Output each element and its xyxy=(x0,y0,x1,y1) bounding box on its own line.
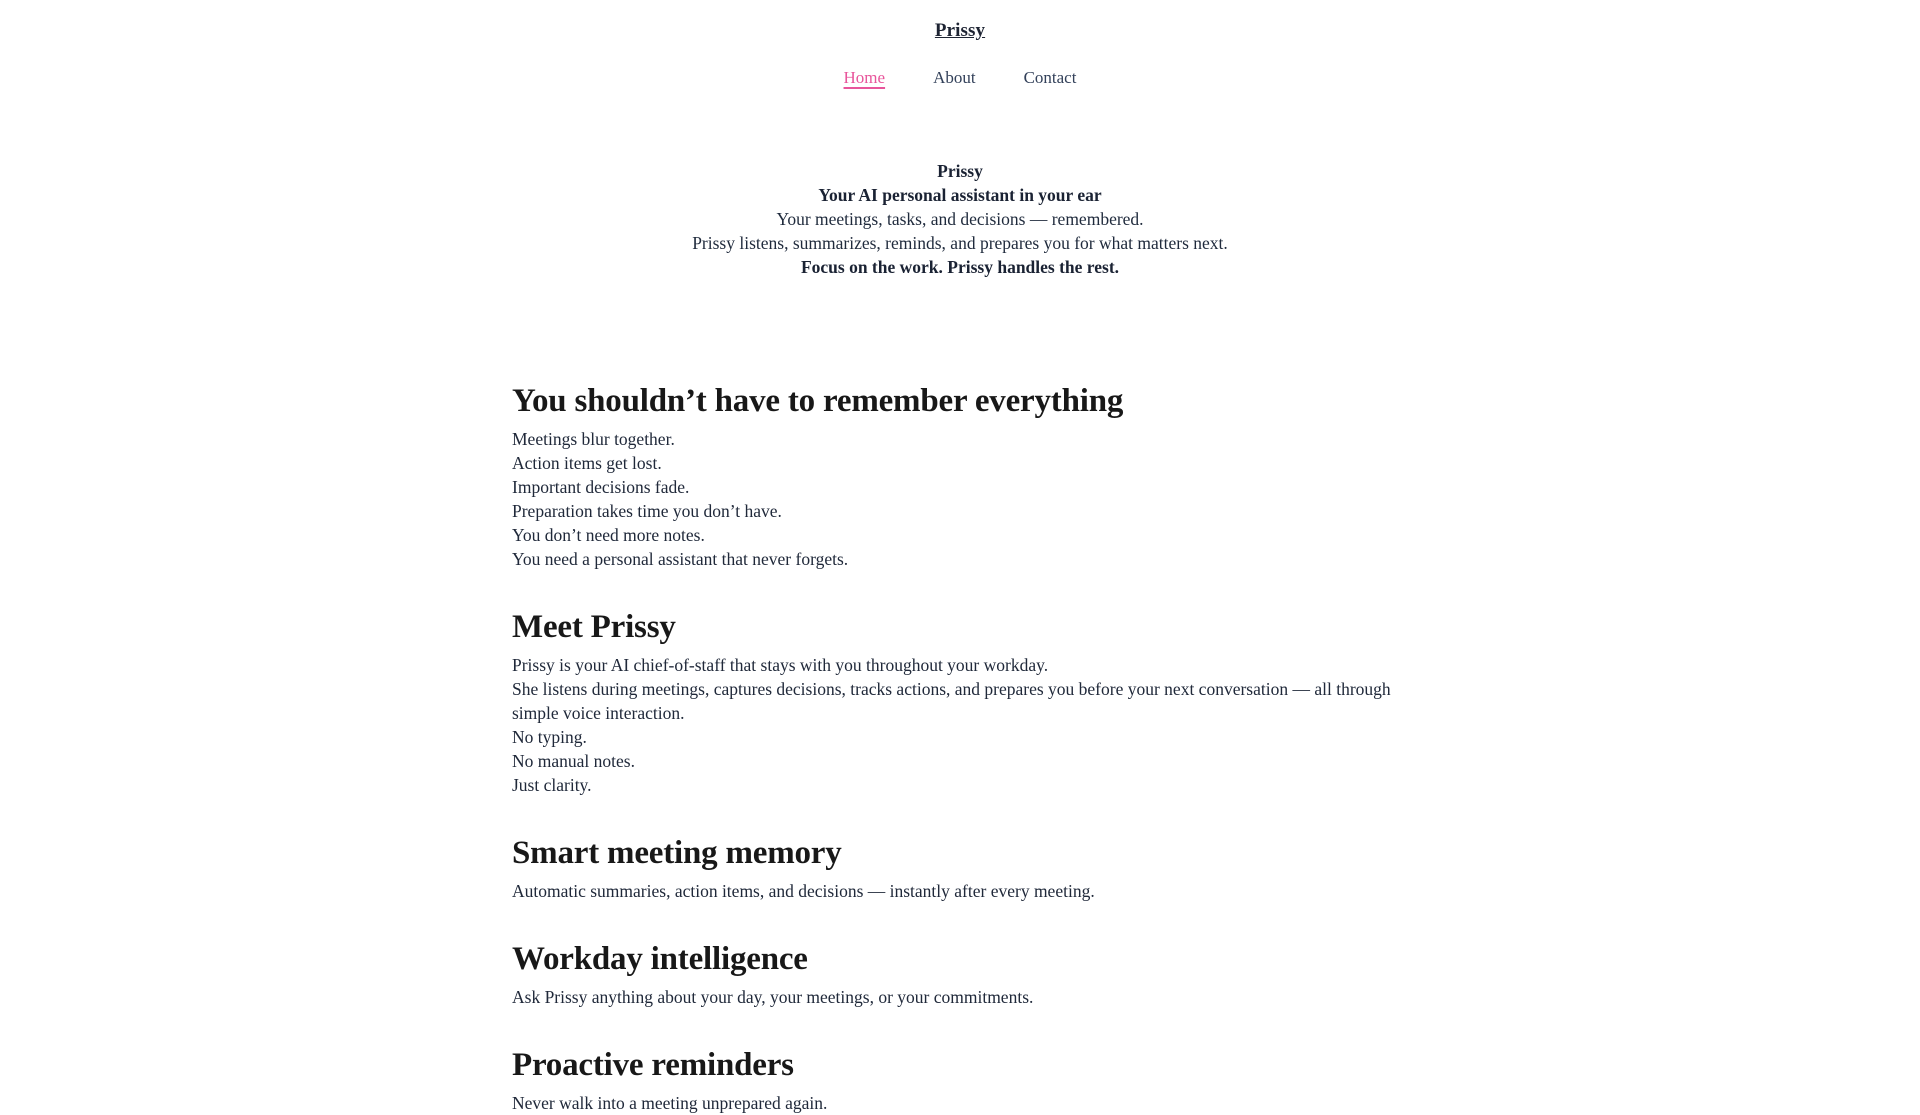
section-heading: Smart meeting memory xyxy=(512,834,842,871)
section-body xyxy=(512,427,1405,571)
section-workday-intelligence xyxy=(512,939,1405,1009)
hero-section xyxy=(0,159,1920,279)
site-header xyxy=(0,0,1920,89)
section-line: Just clarity. xyxy=(512,774,592,795)
section-body xyxy=(512,1091,1405,1115)
section-heading: Proactive reminders xyxy=(512,1046,794,1083)
section-line: No manual notes. xyxy=(512,750,635,771)
main-navigation xyxy=(0,67,1920,89)
section-smart-meeting-memory xyxy=(512,833,1405,903)
main-content xyxy=(512,381,1405,1115)
section-line: She listens during meetings, captures decisions, tracks actions, and prepares you before your next conversation — all through simple voice interaction. xyxy=(512,678,1391,723)
hero-tagline: Your AI personal assistant in your ear xyxy=(818,184,1102,205)
section-body xyxy=(512,879,1405,903)
section-heading: Workday intelligence xyxy=(512,940,808,977)
hero-title: Prissy xyxy=(937,160,983,181)
section-body xyxy=(512,653,1405,797)
section-line: You don’t need more notes. xyxy=(512,524,705,545)
section-meet-prissy xyxy=(512,607,1405,797)
section-line: Action items get lost. xyxy=(512,452,662,473)
section-line: No typing. xyxy=(512,726,587,747)
nav-item-about[interactable]: About xyxy=(933,67,976,87)
section-line: Important decisions fade. xyxy=(512,476,690,497)
section-line: Never walk into a meeting unprepared again. xyxy=(512,1092,828,1113)
hero-closing: Focus on the work. Prissy handles the rest. xyxy=(800,256,1120,277)
section-heading: Meet Prissy xyxy=(512,608,676,645)
brand-logo[interactable]: Prissy xyxy=(934,20,986,41)
section-line: You need a personal assistant that never forgets. xyxy=(512,548,849,569)
hero-line-1: Your meetings, tasks, and decisions — remembered. xyxy=(776,208,1144,229)
section-heading: You shouldn’t have to remember everything xyxy=(512,382,1124,419)
section-line: Automatic summaries, action items, and decisions — instantly after every meeting. xyxy=(512,880,1095,901)
nav-item-home[interactable]: Home xyxy=(843,67,886,87)
section-remember-everything xyxy=(512,381,1405,571)
hero-line-2: Prissy listens, summarizes, reminds, and prepares you for what matters next. xyxy=(692,232,1228,253)
section-line: Meetings blur together. xyxy=(512,428,675,449)
nav-item-contact[interactable]: Contact xyxy=(1023,67,1077,87)
section-line: Prissy is your AI chief-of-staff that stays with you throughout your workday. xyxy=(512,654,1049,675)
section-proactive-reminders xyxy=(512,1045,1405,1115)
section-body xyxy=(512,985,1405,1009)
section-line: Preparation takes time you don’t have. xyxy=(512,500,782,521)
section-line: Ask Prissy anything about your day, your meetings, or your commitments. xyxy=(512,986,1034,1007)
